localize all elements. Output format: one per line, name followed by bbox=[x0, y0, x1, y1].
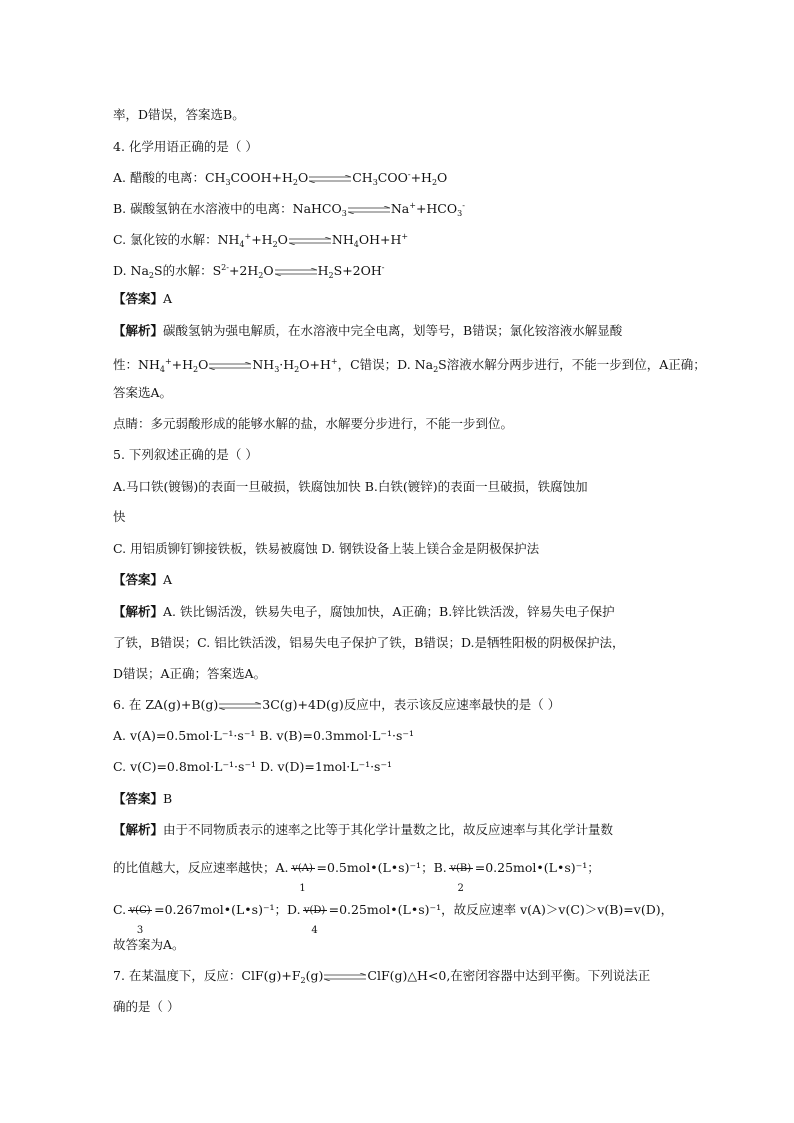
explanation-6-line3: C. v(C) 3 =0.267mol•(L•s)⁻¹；D. v(D) 4 =0.25mol•(L•s)⁻¹，故反应速率 v(A)＞v(C)＞v(B)=v(D)， bbox=[113, 892, 673, 929]
answer-5: 【答案】A bbox=[113, 572, 173, 587]
reversible-arrow-icon bbox=[275, 268, 317, 276]
fraction: v(B) 2 bbox=[450, 862, 472, 894]
explanation-4-line2: 性：$NH_4^++H_2O$ $NH_3\cdot H_2O+H^+$，C错误；D. $Na_2S$溶液水解分两步进行，不能一步到位，A正确； bbox=[113, 357, 706, 374]
explanation-5-line3: D错误；A正确；答案选A。 bbox=[113, 666, 267, 681]
explanation-4-line1: 【解析】碳酸氢钠为强电解质，在水溶液中完全电离，划等号，B错误；氯化铵溶液水解显酸 bbox=[113, 323, 623, 338]
answer-4: 【答案】A bbox=[113, 291, 173, 306]
fraction: v(C) 3 bbox=[129, 904, 151, 936]
explanation-5-line2: 了铁，B错误；C. 铝比铁活泼，铝易失电子保护了铁，B错误；D.是牺牲阳极的阴极保护法， bbox=[113, 635, 625, 650]
options-6ab: A. v(A)=0.5mol·L⁻¹·s⁻¹ B. v(B)=0.3mmol·L⁻¹·s⁻¹ bbox=[113, 728, 414, 743]
option-4c: C. 氯化铵的水解：$NH_4^++H_2O$ $NH_4OH+H^+$ bbox=[113, 232, 409, 249]
explanation-4-line3: 答案选A。 bbox=[113, 385, 173, 400]
answer-6: 【答案】B bbox=[113, 791, 173, 806]
reversible-arrow-icon bbox=[289, 237, 331, 245]
option-4b: B. 碳酸氢钠在水溶液中的电离：NaHCO$_3$ $Na^++HCO_3^-$ bbox=[113, 201, 465, 218]
explanation-6-line2: 的比值越大，反应速率越快；A. v(A) 1 =0.5mol•(L•s)⁻¹；B. v(B) 2 =0.25mol•(L•s)⁻¹； bbox=[113, 850, 600, 887]
options-5ab-cont: 快 bbox=[113, 509, 126, 524]
reversible-arrow-icon bbox=[348, 206, 390, 214]
question-7-title-cont: 确的是（ ） bbox=[113, 999, 180, 1014]
question-7-title: 7. 在某温度下，反应：$ClF(g)+F_2(g)$ ClF(g)△H<0,在密闭容器中达到平衡。下列说法正 bbox=[113, 968, 651, 985]
option-4d: D. $Na_2S$的水解：$S^{2-}+2H_2O$ $H_2S+2OH^-$ bbox=[113, 263, 385, 280]
explanation-5-line1: 【解析】A. 铁比锡活泼，铁易失电子，腐蚀加快，A正确；B.锌比铁活泼，锌易失电子保护 bbox=[113, 604, 615, 619]
fraction: v(A) 1 bbox=[292, 862, 313, 894]
reversible-arrow-icon bbox=[219, 702, 261, 710]
options-5ab: A.马口铁(镀锡)的表面一旦破损，铁腐蚀加快 B.白铁(镀锌)的表面一旦破损，铁腐蚀加 bbox=[113, 479, 588, 494]
question-4-title: 4. 化学用语正确的是（ ） bbox=[113, 139, 258, 154]
fraction: v(D) 4 bbox=[303, 904, 326, 936]
options-5cd: C. 用铝质铆钉铆接铁板，铁易被腐蚀 D. 钢铁设备上装上镁合金是阴极保护法 bbox=[113, 541, 540, 556]
option-4a: A. 醋酸的电离：$CH_3COOH+H_2O$ $CH_3COO^-+H_2O$ bbox=[113, 170, 448, 187]
question-6-title: 6. 在 ZA(g)+B(g) 3C(g)+4D(g)反应中，表示该反应速率最快的是（ ） bbox=[113, 697, 561, 712]
question-5-title: 5. 下列叙述正确的是（ ） bbox=[113, 447, 258, 462]
reversible-arrow-icon bbox=[309, 175, 351, 183]
note-4: 点睛：多元弱酸形成的能够水解的盐，水解要分步进行，不能一步到位。 bbox=[113, 416, 514, 431]
reversible-arrow-icon bbox=[324, 973, 366, 981]
options-6cd: C. v(C)=0.8mol·L⁻¹·s⁻¹ D. v(D)=1mol·L⁻¹·s⁻¹ bbox=[113, 759, 393, 774]
reversible-arrow-icon bbox=[209, 362, 251, 370]
text-line: 率，D错误，答案选B。 bbox=[113, 107, 245, 122]
explanation-6-line1: 【解析】由于不同物质表示的速率之比等于其化学计量数之比，故反应速率与其化学计量数 bbox=[113, 822, 614, 837]
explanation-6-line4: 故答案为A。 bbox=[113, 937, 185, 952]
